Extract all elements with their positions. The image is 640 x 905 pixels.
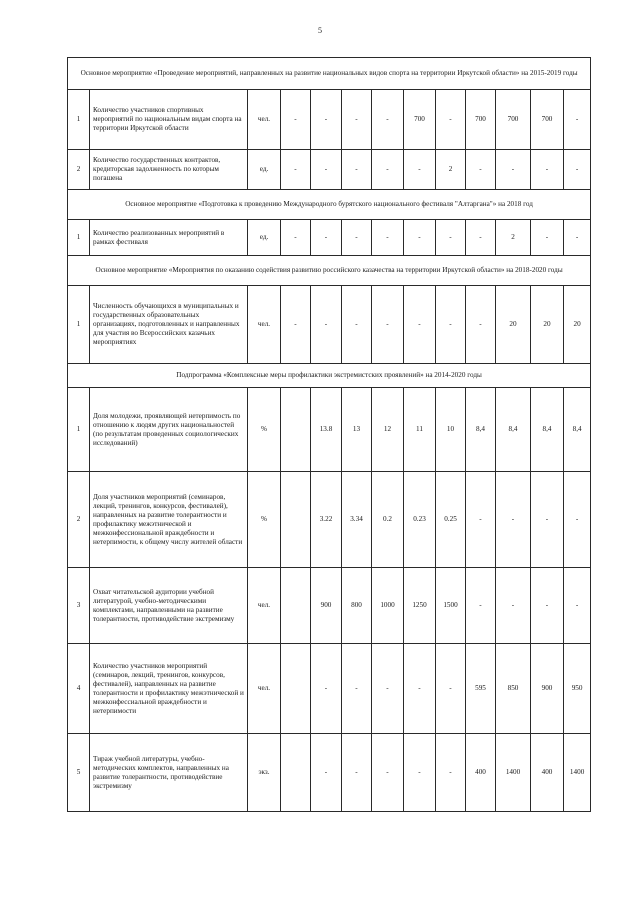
row-number: 5 [68,734,90,812]
value-cell: - [466,150,496,190]
row-number: 1 [68,286,90,364]
value-cell: - [311,220,342,256]
value-cell: - [372,220,404,256]
value-cell: - [281,220,311,256]
value-cell: 700 [496,90,531,150]
value-cell: 1500 [436,568,466,644]
value-cell: - [342,220,372,256]
table-row [68,220,591,256]
table-row [68,644,591,734]
value-cell: - [564,220,591,256]
indicator-name: Доля молодежи, проявляющей нетерпимость по отношению к людям других национальностей (по результатам проведенных социологических исследований) [90,388,248,472]
value-cell: - [404,734,436,812]
value-cell: - [436,644,466,734]
empty-cell [281,644,311,734]
table-row [68,150,591,190]
row-number: 1 [68,388,90,472]
unit-cell: чел. [248,568,281,644]
value-cell: - [496,150,531,190]
section-header-row [68,256,591,286]
value-cell: 900 [531,644,564,734]
indicator-name: Количество участников спортивных мероприятий по национальным видам спорта на территории Иркутской области [90,90,248,150]
value-cell: - [531,150,564,190]
value-cell: - [531,472,564,568]
value-cell: - [496,472,531,568]
value-cell: 8,4 [496,388,531,472]
value-cell: 10 [436,388,466,472]
value-cell: - [311,90,342,150]
value-cell: - [564,568,591,644]
value-cell: 13.8 [311,388,342,472]
value-cell: - [342,90,372,150]
table-row [68,734,591,812]
value-cell: - [281,90,311,150]
value-cell: 12 [372,388,404,472]
value-cell: 8,4 [531,388,564,472]
value-cell: 700 [466,90,496,150]
value-cell: - [404,286,436,364]
empty-cell [281,568,311,644]
indicator-name: Численность обучающихся в муниципальных и государственных образовательных организациях, подготовленных и направленных для участия во Всероссийских казачьих мероприятиях [90,286,248,364]
value-cell: - [311,286,342,364]
value-cell: - [496,568,531,644]
value-cell: 20 [564,286,591,364]
value-cell: - [372,90,404,150]
indicator-name: Количество реализованных мероприятий в рамках фестиваля [90,220,248,256]
value-cell: 0.2 [372,472,404,568]
value-cell: 1400 [496,734,531,812]
value-cell: - [466,568,496,644]
section-header-row [68,58,591,90]
value-cell: - [372,734,404,812]
value-cell: 11 [404,388,436,472]
value-cell: - [281,150,311,190]
value-cell: - [372,150,404,190]
unit-cell: чел. [248,90,281,150]
value-cell: - [436,220,466,256]
value-cell: - [466,286,496,364]
value-cell: 2 [496,220,531,256]
table-row [68,568,591,644]
value-cell: - [564,150,591,190]
value-cell: - [404,150,436,190]
unit-cell: ед. [248,220,281,256]
value-cell: 700 [404,90,436,150]
value-cell: 1400 [564,734,591,812]
value-cell: 8,4 [466,388,496,472]
table-row [68,388,591,472]
value-cell: - [531,568,564,644]
unit-cell: % [248,388,281,472]
value-cell: 800 [342,568,372,644]
value-cell: - [436,734,466,812]
unit-cell: экз. [248,734,281,812]
value-cell: 1000 [372,568,404,644]
value-cell: 400 [466,734,496,812]
value-cell: 20 [496,286,531,364]
row-number: 4 [68,644,90,734]
empty-cell [281,734,311,812]
value-cell: - [342,644,372,734]
section-header: Подпрограмма «Комплексные меры профилактики экстремистских проявлений» на 2014-2020 годы [68,364,591,388]
value-cell: - [564,90,591,150]
page-number: 5 [318,26,322,35]
value-cell: 20 [531,286,564,364]
section-header: Основное мероприятие «Проведение мероприятий, направленных на развитие национальных видов спорта на территории Иркутской области» на 2015-2019 годы [68,58,591,90]
value-cell: - [311,644,342,734]
value-cell: - [342,734,372,812]
value-cell: 950 [564,644,591,734]
value-cell: 0.23 [404,472,436,568]
section-header: Основное мероприятие «Подготовка к проведению Международного бурятского национального фестиваля "Алтаргана"» на 2018 год [68,190,591,220]
value-cell: - [466,472,496,568]
value-cell: 3.34 [342,472,372,568]
table-row [68,286,591,364]
unit-cell: % [248,472,281,568]
value-cell: 1250 [404,568,436,644]
value-cell: 3.22 [311,472,342,568]
unit-cell: чел. [248,286,281,364]
row-number: 2 [68,150,90,190]
value-cell: - [342,150,372,190]
value-cell: - [311,150,342,190]
value-cell: 8,4 [564,388,591,472]
value-cell: 0.25 [436,472,466,568]
table-row [68,90,591,150]
value-cell: - [466,220,496,256]
row-number: 1 [68,220,90,256]
indicator-name: Охват читательской аудитории учебной литературой, учебно-методическими комплектами, направленными на развитие толерантности, противодействие экстремизму [90,568,248,644]
row-number: 1 [68,90,90,150]
unit-cell: чел. [248,644,281,734]
value-cell: 850 [496,644,531,734]
section-header-row [68,190,591,220]
value-cell: - [311,734,342,812]
value-cell: 13 [342,388,372,472]
indicators-table [67,57,591,812]
value-cell: - [281,286,311,364]
value-cell: - [342,286,372,364]
value-cell: - [436,90,466,150]
section-header-row [68,364,591,388]
indicator-name: Доля участников мероприятий (семинаров, лекций, тренингов, конкурсов, фестивалей), направленных на развитие толерантности и профилактику межэтнической и межконфессиональной враждебности и нетерпимости, к общему числу жителей области [90,472,248,568]
value-cell: - [404,644,436,734]
row-number: 3 [68,568,90,644]
value-cell: - [372,644,404,734]
section-header: Основное мероприятие «Мероприятия по оказанию содействия развитию российского казачества на территории Иркутской области» на 2018-2020 годы [68,256,591,286]
empty-cell [281,472,311,568]
value-cell: 2 [436,150,466,190]
value-cell: 700 [531,90,564,150]
unit-cell: ед. [248,150,281,190]
empty-cell [281,388,311,472]
indicator-name: Количество государственных контрактов, кредиторская задолженность по которым погашена [90,150,248,190]
table-row [68,472,591,568]
value-cell: - [372,286,404,364]
value-cell: 595 [466,644,496,734]
indicator-name: Количество участников мероприятий (семинаров, лекций, тренингов, конкурсов, фестивалей), направленных на развитие толерантности и профилактику межэтнической и межконфессиальной враждебности и нетерпимости [90,644,248,734]
value-cell: 400 [531,734,564,812]
value-cell: 900 [311,568,342,644]
value-cell: - [531,220,564,256]
value-cell: - [436,286,466,364]
row-number: 2 [68,472,90,568]
indicator-name: Тираж учебной литературы, учебно-методических комплектов, направленных на развитие толерантности, противодействие экстремизму [90,734,248,812]
value-cell: - [404,220,436,256]
value-cell: - [564,472,591,568]
